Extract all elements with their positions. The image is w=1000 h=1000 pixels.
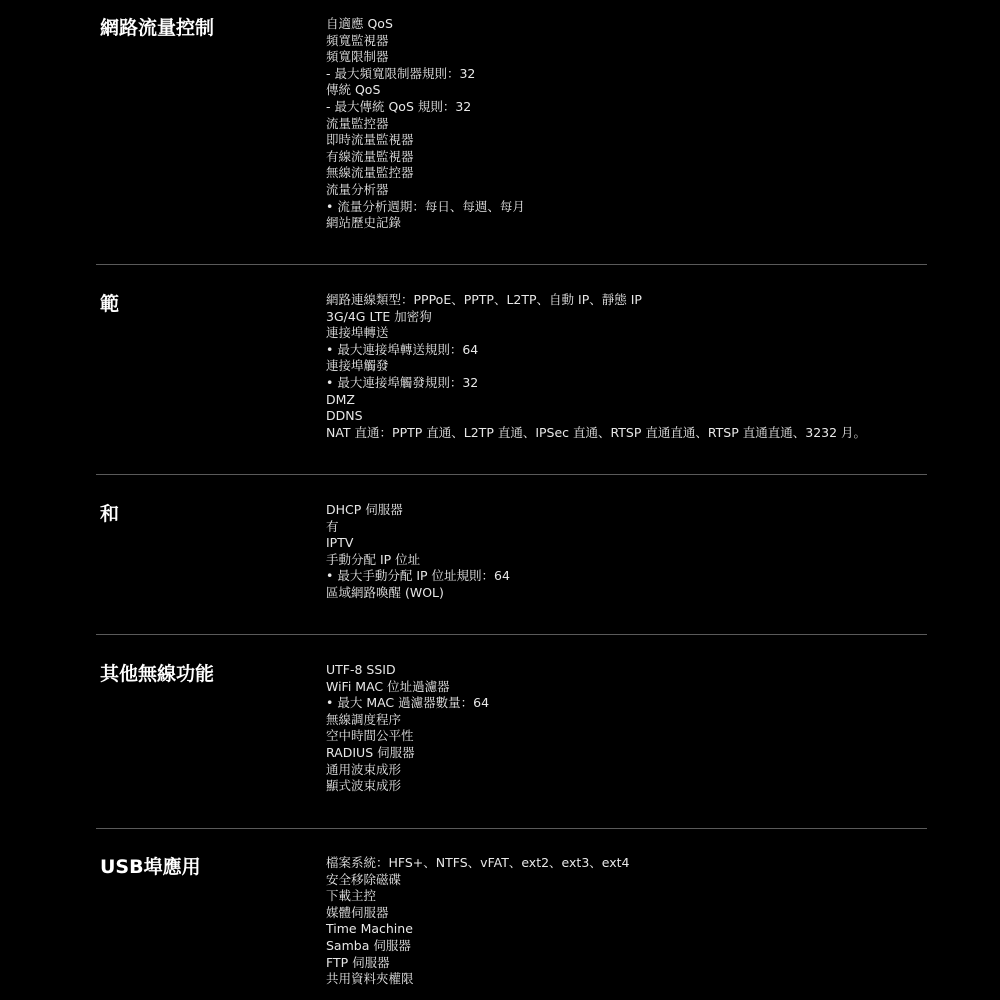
spec-item: IPTV (326, 535, 354, 551)
spec-item: RADIUS 伺服器 (326, 744, 415, 760)
spec-item: 連接埠轉送 (326, 325, 389, 341)
spec-item: - 最大傳統 QoS 規則：32 (326, 98, 472, 114)
spec-item: WiFi MAC 位址過濾器 (326, 678, 450, 694)
section-title: 和 (100, 503, 120, 525)
spec-item: 無線調度程序 (326, 711, 402, 727)
section-divider (96, 264, 927, 265)
spec-item: 手動分配 IP 位址 (326, 551, 421, 567)
spec-item: 連接埠觸發 (326, 358, 389, 374)
spec-item: 通用波束成形 (326, 761, 402, 777)
spec-item: DDNS (326, 408, 363, 424)
spec-item: 頻寬限制器 (326, 49, 389, 65)
spec-item: 有線流量監視器 (326, 148, 414, 164)
section-divider (96, 828, 927, 829)
spec-item: 傳統 QoS (326, 82, 381, 98)
spec-item: 頻寬監視器 (326, 32, 389, 48)
spec-item: 流量分析器 (326, 181, 389, 197)
spec-item: 即時流量監視器 (326, 132, 414, 148)
spec-item: 區域網路喚醒 (WOL) (326, 584, 444, 600)
spec-item: 自適應 QoS (326, 16, 393, 31)
spec-item: 空中時間公平性 (326, 728, 414, 744)
spec-item: 有 (326, 518, 339, 534)
spec-item: 下載主控 (326, 888, 377, 904)
spec-item: 安全移除磁碟 (326, 871, 402, 887)
spec-list (326, 662, 489, 795)
spec-item: • 流量分析週期：每日、每週、每月 (326, 198, 525, 214)
spec-item: 媒體伺服器 (326, 904, 389, 920)
spec-item: • 最大連接埠轉送規則：64 (326, 341, 479, 357)
section-title: USB埠應用 (100, 856, 201, 878)
spec-item: Samba 伺服器 (326, 937, 411, 953)
spec-list (326, 855, 630, 988)
section-title: 範 (100, 293, 120, 315)
spec-item: DHCP 伺服器 (326, 502, 403, 517)
spec-item: NAT 直通：PPTP 直通、L2TP 直通、IPSec 直通、RTSP 直通直通、RTSP 直通直通、3232 月。 (326, 424, 867, 440)
spec-item: • 最大連接埠觸發規則：32 (326, 374, 479, 390)
spec-item: UTF-8 SSID (326, 662, 396, 677)
spec-list (326, 502, 510, 602)
spec-item: DMZ (326, 391, 355, 407)
section-title: 網路流量控制 (100, 17, 215, 39)
spec-item: Time Machine (326, 921, 413, 937)
spec-item: 網站歷史記錄 (326, 215, 402, 231)
spec-item: 流量監控器 (326, 115, 389, 131)
spec-item: 顯式波束成形 (326, 778, 402, 794)
spec-list (326, 16, 525, 232)
spec-item: 3G/4G LTE 加密狗 (326, 308, 432, 324)
spec-item: - 最大頻寬限制器規則：32 (326, 65, 476, 81)
spec-item: 共用資料夾權限 (326, 971, 414, 987)
spec-item: • 最大手動分配 IP 位址規則：64 (326, 568, 510, 584)
section-divider (96, 474, 927, 475)
spec-list (326, 292, 866, 441)
spec-item: 無線流量監控器 (326, 165, 414, 181)
spec-item: 網路連線類型：PPPoE、PPTP、L2TP、自動 IP、靜態 IP (326, 292, 642, 307)
spec-item: 檔案系統：HFS+、NTFS、vFAT、ext2、ext3、ext4 (326, 855, 630, 870)
spec-item: • 最大 MAC 過濾器數量：64 (326, 695, 490, 711)
spec-item: FTP 伺服器 (326, 954, 390, 970)
section-divider (96, 634, 927, 635)
section-title: 其他無線功能 (100, 663, 215, 685)
